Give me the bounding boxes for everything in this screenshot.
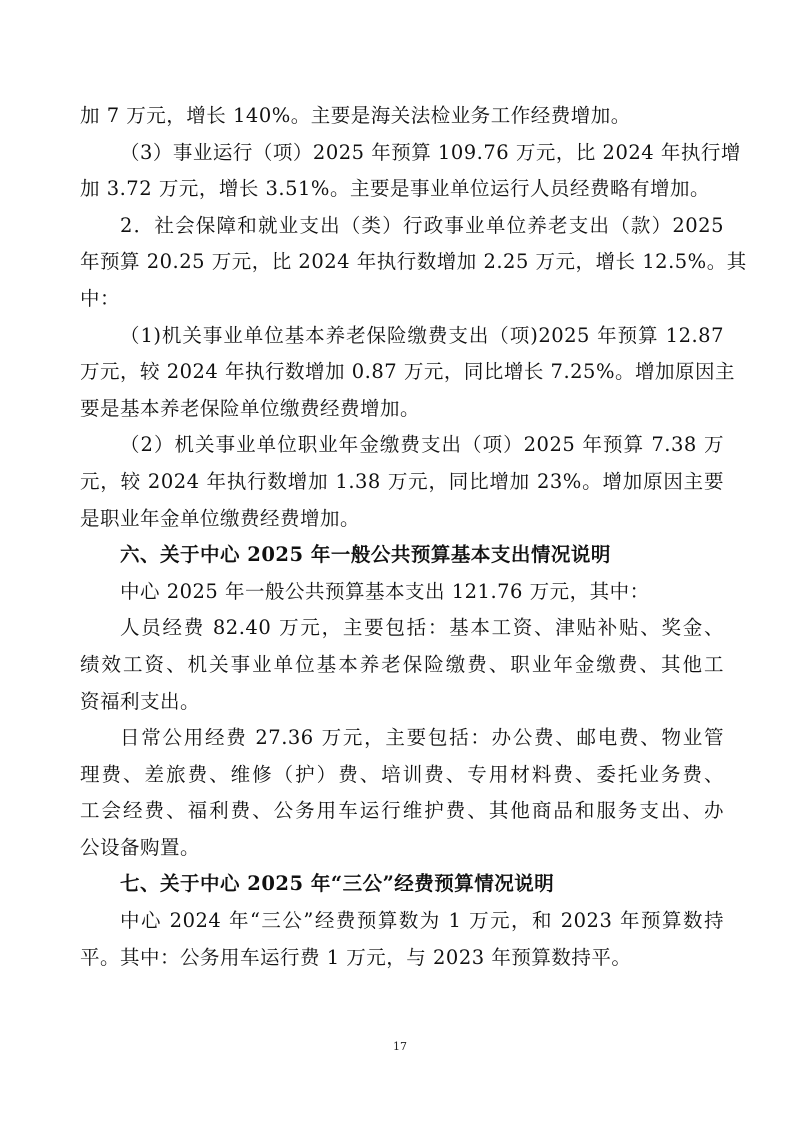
- text-line: （2）机关事业单位职业年金缴费支出（项）2025 年预算 7.38 万: [120, 433, 724, 457]
- text-line: 中心 2025 年一般公共预算基本支出 121.76 万元，其中：: [120, 579, 650, 603]
- text-line: 加 7 万元，增长 140%。主要是海关法检业务工作经费增加。: [80, 104, 631, 127]
- document-body: [80, 98, 747, 976]
- text-line: 年预算 20.25 万元，比 2024 年执行数增加 2.25 万元，增长 12.5%。其: [80, 250, 747, 274]
- section-heading: 六、关于中心 2025 年一般公共预算基本支出情况说明: [120, 543, 611, 567]
- text-line: 2．社会保障和就业支出（类）行政事业单位养老支出（款）2025: [120, 213, 724, 237]
- text-line: 中心 2024 年“三公”经费预算数为 1 万元，和 2023 年预算数持: [120, 909, 724, 933]
- text-line: 万元，较 2024 年执行数增加 0.87 万元，同比增长 7.25%。增加原因主: [80, 360, 735, 384]
- text-line: 加 3.72 万元，增长 3.51%。主要是事业单位运行人员经费略有增加。: [80, 177, 710, 201]
- text-line: 公设备购置。: [80, 835, 201, 859]
- text-line: （3）事业运行（项）2025 年预算 109.76 万元，比 2024 年执行增: [120, 140, 741, 164]
- text-line: 平。其中：公务用车运行费 1 万元，与 2023 年预算数持平。: [80, 945, 632, 969]
- text-line: 是职业年金单位缴费经费增加。: [80, 506, 361, 530]
- section-heading: 七、关于中心 2025 年“三公”经费预算情况说明: [120, 872, 555, 896]
- text-line: 元，较 2024 年执行数增加 1.38 万元，同比增加 23%。增加原因主要: [80, 469, 724, 493]
- page-number: 17: [393, 1040, 407, 1053]
- text-line: 工会经费、福利费、公务用车运行维护费、其他商品和服务支出、办: [80, 799, 724, 823]
- text-line: 资福利支出。: [80, 689, 201, 713]
- text-line: 中：: [80, 286, 121, 310]
- text-line: （1)机关事业单位基本养老保险缴费支出（项)2025 年预算 12.87: [120, 323, 724, 347]
- text-line: 要是基本养老保险单位缴费经费增加。: [80, 396, 421, 420]
- text-line: 人员经费 82.40 万元，主要包括：基本工资、津贴补贴、奖金、: [120, 616, 724, 640]
- text-line: 日常公用经费 27.36 万元，主要包括：办公费、邮电费、物业管: [120, 726, 724, 750]
- text-line: 绩效工资、机关事业单位基本养老保险缴费、职业年金缴费、其他工: [80, 652, 724, 676]
- text-line: 理费、差旅费、维修（护）费、培训费、专用材料费、委托业务费、: [80, 762, 724, 786]
